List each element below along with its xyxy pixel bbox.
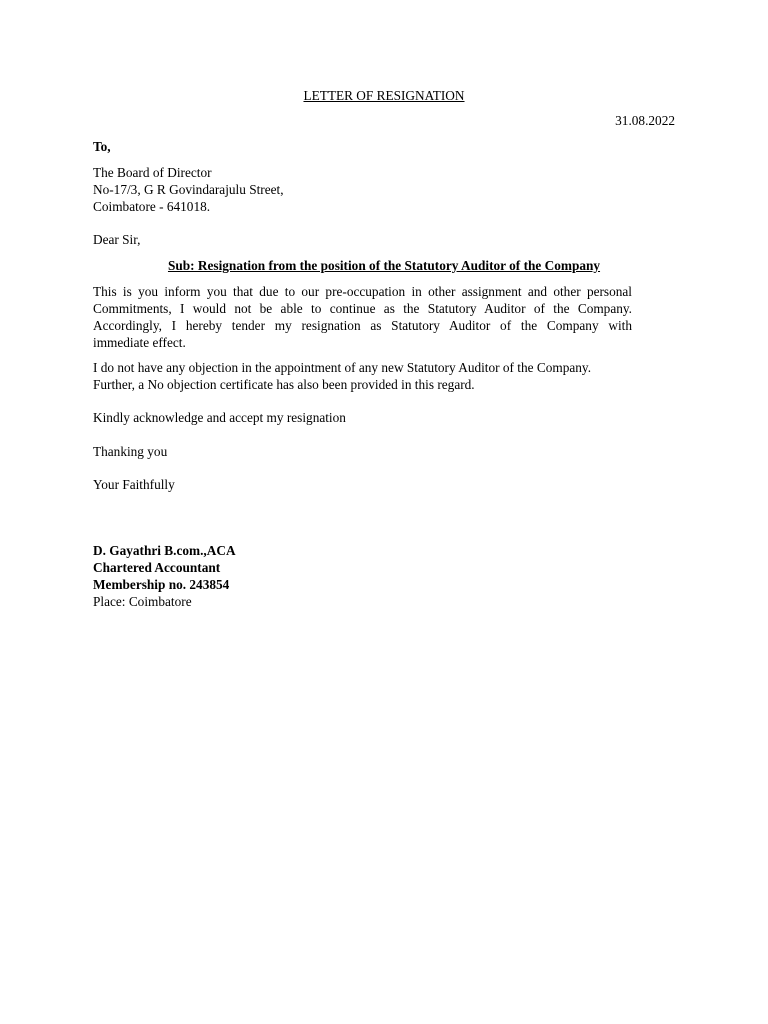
- signatory-name: D. Gayathri B.com.,ACA: [93, 543, 236, 558]
- salutation: Dear Sir,: [93, 232, 141, 247]
- acknowledge-line: Kindly acknowledge and accept my resignation: [93, 410, 346, 425]
- body-paragraph-1: [93, 283, 632, 351]
- letter-date: 31.08.2022: [615, 113, 675, 128]
- paragraph-line: Commitments, I would not be able to continue as the Statutory Auditor of the Company.: [93, 301, 632, 316]
- paragraph-line: Further, a No objection certificate has also been provided in this regard.: [93, 377, 475, 392]
- recipient-address: [93, 164, 284, 215]
- address-line: The Board of Director: [93, 165, 212, 180]
- body-paragraph-2: [93, 359, 632, 393]
- paragraph-line: Accordingly, I hereby tender my resignation as Statutory Auditor of the Company with: [93, 318, 632, 333]
- signatory-designation: Chartered Accountant: [93, 560, 221, 575]
- signature-block: [93, 542, 236, 610]
- membership-number: Membership no. 243854: [93, 577, 230, 592]
- to-label: To,: [93, 139, 111, 154]
- paragraph-line: immediate effect.: [93, 335, 186, 350]
- address-line: Coimbatore - 641018.: [93, 199, 211, 214]
- paragraph-line: I do not have any objection in the appointment of any new Statutory Auditor of the Company.: [93, 360, 592, 375]
- letter-title: LETTER OF RESIGNATION: [303, 88, 465, 103]
- signing-place: Place: Coimbatore: [93, 594, 192, 609]
- subject-line: Sub: Resignation from the position of the Statutory Auditor of the Company: [167, 258, 601, 273]
- paragraph-line: This is you inform you that due to our pre-occupation in other assignment and other personal: [93, 284, 632, 299]
- closing-line: Your Faithfully: [93, 477, 175, 492]
- thanks-line: Thanking you: [93, 444, 168, 459]
- address-line: No-17/3, G R Govindarajulu Street,: [93, 182, 284, 197]
